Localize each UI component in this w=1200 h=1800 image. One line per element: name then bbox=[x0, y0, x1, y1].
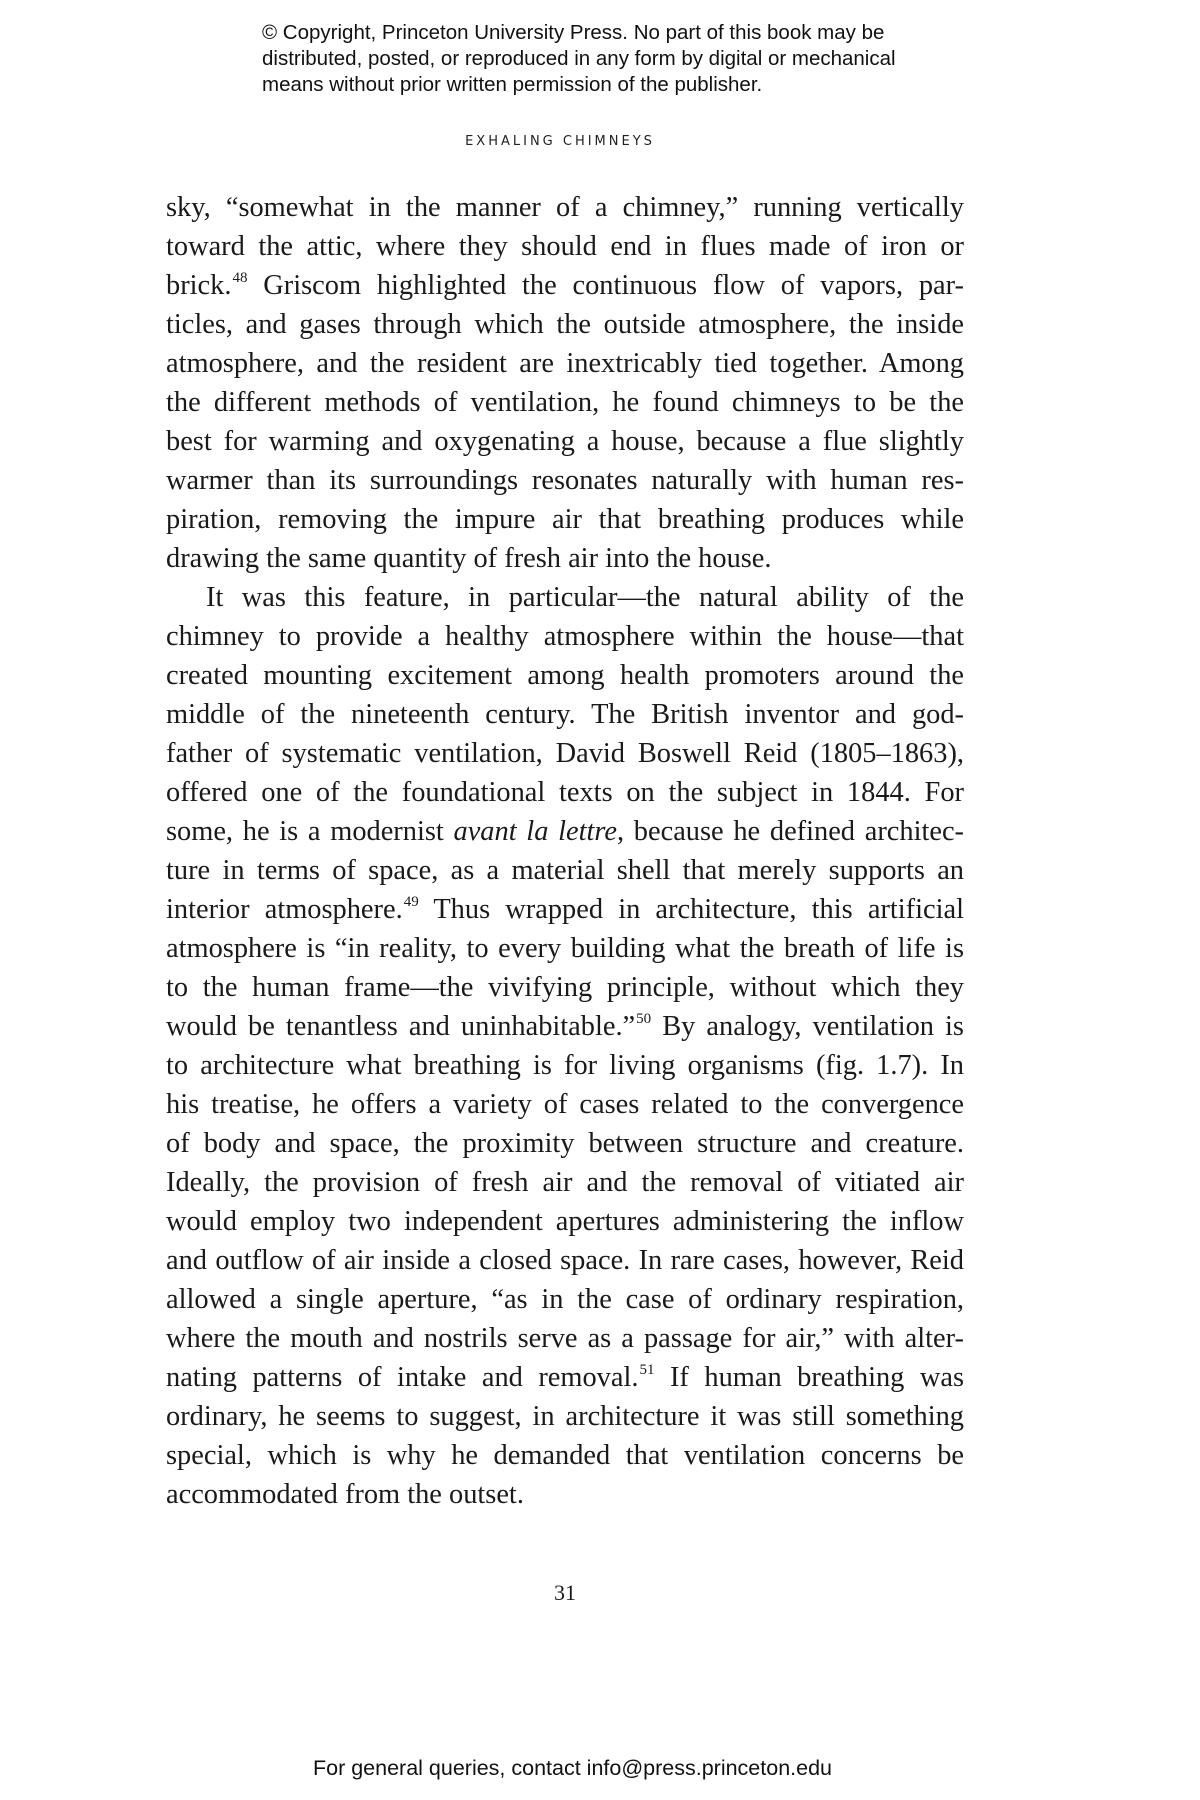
text-line: ordinary, he seems to suggest, in architecture it was still something bbox=[166, 1401, 964, 1432]
text-line: atmosphere is “in reality, to every building what the breath of life is bbox=[166, 933, 964, 964]
copyright-line: distributed, posted, or reproduced in any form by digital or mechanical bbox=[262, 47, 896, 70]
text-line: toward the attic, where they should end in flues made of iron or bbox=[166, 231, 964, 262]
text-line: Ideally, the provision of fresh air and the removal of vitiated air bbox=[166, 1167, 964, 1198]
text-line: allowed a single aperture, “as in the case of ordinary respiration, bbox=[166, 1284, 964, 1315]
text-line: to the human frame—the vivifying principle, without which they bbox=[166, 972, 964, 1003]
text-run: If human breathing was bbox=[654, 1362, 965, 1393]
text-run: some, he is a modernist bbox=[166, 816, 454, 847]
footnote-ref-48[interactable]: 48 bbox=[232, 270, 248, 286]
text-run: nating patterns of intake and removal. bbox=[166, 1362, 639, 1393]
text-line: piration, removing the impure air that breathing produces while bbox=[166, 504, 964, 535]
text-line: It was this feature, in particular—the natural ability of the bbox=[206, 582, 964, 613]
paragraph-1 bbox=[166, 188, 964, 578]
page-number: 31 bbox=[554, 1580, 576, 1605]
text-line: accommodated from the outset. bbox=[166, 1479, 524, 1510]
text-line: his treatise, he offers a variety of cases related to the convergence bbox=[166, 1089, 964, 1120]
text-line: chimney to provide a healthy atmosphere within the house—that bbox=[166, 621, 964, 652]
text-line bbox=[166, 266, 964, 305]
text-line: drawing the same quantity of fresh air into the house. bbox=[166, 543, 772, 574]
text-run: , because he defined architec- bbox=[616, 816, 965, 847]
text-line: middle of the nineteenth century. The British inventor and god- bbox=[166, 699, 964, 730]
text-line: to architecture what breathing is for living organisms (fig. 1.7). In bbox=[166, 1050, 964, 1081]
text-line: ticles, and gases through which the outside atmosphere, the inside bbox=[166, 309, 964, 340]
text-line bbox=[166, 812, 964, 851]
text-run: By analogy, ventilation is bbox=[651, 1011, 964, 1042]
text-line: father of systematic ventilation, David Boswell Reid (1805–1863), bbox=[166, 738, 964, 769]
running-head: EXHALING CHIMNEYS bbox=[465, 134, 655, 149]
text-line: ture in terms of space, as a material shell that merely supports an bbox=[166, 855, 964, 886]
copyright-line: © Copyright, Princeton University Press. No part of this book may be bbox=[262, 21, 885, 44]
text-line: atmosphere, and the resident are inextricably tied together. Among bbox=[166, 348, 964, 379]
text-line: sky, “somewhat in the manner of a chimney,” running vertically bbox=[166, 192, 964, 223]
italic-phrase: avant la lettre bbox=[453, 816, 617, 847]
text-line: and outflow of air inside a closed space. In rare cases, however, Reid bbox=[166, 1245, 964, 1276]
text-line: of body and space, the proximity between structure and creature. bbox=[166, 1128, 964, 1159]
text-run: interior atmosphere. bbox=[166, 894, 403, 925]
body-text bbox=[166, 188, 964, 1514]
text-line: would employ two independent apertures administering the inflow bbox=[166, 1206, 964, 1237]
text-run: Thus wrapped in architecture, this artificial bbox=[418, 894, 964, 925]
footnote-ref-49[interactable]: 49 bbox=[403, 894, 419, 910]
text-line: created mounting excitement among health promoters around the bbox=[166, 660, 964, 691]
text-line: where the mouth and nostrils serve as a passage for air,” with alter- bbox=[166, 1323, 964, 1354]
text-line: best for warming and oxygenating a house, because a flue slightly bbox=[166, 426, 964, 457]
text-line bbox=[166, 1358, 964, 1397]
copyright-notice bbox=[262, 20, 1022, 98]
footer-contact: For general queries, contact info@press.princeton.edu bbox=[313, 1756, 833, 1780]
footnote-ref-50[interactable]: 50 bbox=[636, 1011, 652, 1027]
text-run: brick. bbox=[166, 270, 232, 301]
text-line: warmer than its surroundings resonates naturally with human res- bbox=[166, 465, 964, 496]
text-line bbox=[166, 890, 964, 929]
text-run: would be tenantless and uninhabitable.” bbox=[166, 1011, 636, 1042]
text-line: the different methods of ventilation, he found chimneys to be the bbox=[166, 387, 964, 418]
text-line: special, which is why he demanded that ventilation concerns be bbox=[166, 1440, 964, 1471]
text-line bbox=[166, 1007, 964, 1046]
footnote-ref-51[interactable]: 51 bbox=[639, 1362, 655, 1378]
paragraph-2 bbox=[166, 578, 964, 1514]
text-line: offered one of the foundational texts on the subject in 1844. For bbox=[166, 777, 964, 808]
copyright-line: means without prior written permission of the publisher. bbox=[262, 73, 763, 96]
text-run: Griscom highlighted the continuous flow of vapors, par- bbox=[247, 270, 964, 301]
